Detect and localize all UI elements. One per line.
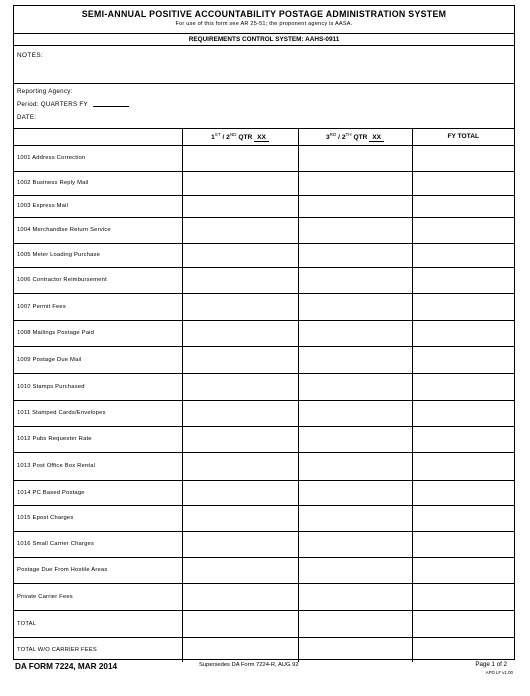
q12-cell[interactable] — [182, 243, 298, 267]
fy-total-cell[interactable] — [412, 426, 514, 452]
date-field[interactable] — [17, 114, 36, 121]
q34-cell[interactable] — [298, 243, 412, 267]
fy-total-cell[interactable] — [412, 480, 514, 505]
q12-value[interactable]: XX — [254, 134, 269, 142]
table-row — [14, 426, 514, 452]
q12-cell[interactable] — [182, 267, 298, 293]
period-label: Period: QUARTERS FY — [17, 101, 88, 108]
q34-cell[interactable] — [298, 400, 412, 426]
notes-field[interactable] — [14, 46, 514, 84]
row-label: 1006 Contractor Reimbursement — [14, 267, 182, 293]
row-label: 1009 Postage Due Mail — [14, 346, 182, 373]
q34-cell[interactable] — [298, 293, 412, 320]
reporting-agency-label: Reporting Agency: — [17, 88, 73, 95]
q12-cell[interactable] — [182, 531, 298, 557]
q34-cell[interactable] — [298, 583, 412, 610]
fy-input[interactable] — [93, 101, 129, 107]
row-label: Postage Due From Hostile Areas — [14, 557, 182, 583]
q34-cell[interactable] — [298, 505, 412, 531]
fy-total-cell[interactable] — [412, 293, 514, 320]
q12-cell[interactable] — [182, 320, 298, 346]
row-label: 1005 Meter Loading Purchase — [14, 243, 182, 267]
fy-total-cell[interactable] — [412, 557, 514, 583]
q12-header — [182, 129, 298, 145]
row-label: TOTAL W/O CARRIER FEES — [14, 637, 182, 662]
q12-cell[interactable] — [182, 637, 298, 662]
table-row — [14, 171, 514, 195]
q12-cell[interactable] — [182, 346, 298, 373]
table-row — [14, 557, 514, 583]
form — [13, 5, 515, 660]
q34-cell[interactable] — [298, 610, 412, 637]
q12-cell[interactable] — [182, 505, 298, 531]
fy-total-cell[interactable] — [412, 171, 514, 195]
supersedes-note: Supersedes DA Form 7224-R, AUG 92 — [199, 662, 299, 668]
q1-separator: / — [220, 133, 227, 141]
row-label: 1001 Address Correction — [14, 145, 182, 171]
q1-number: 1 — [211, 133, 215, 141]
q34-label: QTR — [351, 133, 370, 141]
table-row — [14, 145, 514, 171]
page-number: Page 1 of 2 — [475, 661, 507, 668]
row-label: 1004 Merchandise Return Service — [14, 217, 182, 243]
table-row — [14, 293, 514, 320]
q12-cell[interactable] — [182, 293, 298, 320]
q34-cell[interactable] — [298, 637, 412, 662]
q34-cell[interactable] — [298, 557, 412, 583]
table-row — [14, 346, 514, 373]
q12-cell[interactable] — [182, 610, 298, 637]
q12-cell[interactable] — [182, 145, 298, 171]
q34-cell[interactable] — [298, 346, 412, 373]
fy-total-header: FY TOTAL — [412, 129, 514, 145]
table-row — [14, 320, 514, 346]
q34-cell[interactable] — [298, 145, 412, 171]
table-row — [14, 610, 514, 637]
table-row — [14, 505, 514, 531]
q34-cell[interactable] — [298, 452, 412, 480]
row-label: 1008 Mailings Postage Paid — [14, 320, 182, 346]
table-row — [14, 637, 514, 662]
fy-total-cell[interactable] — [412, 195, 514, 217]
apd-version: APD LF v1.00 — [485, 670, 513, 675]
q34-cell[interactable] — [298, 320, 412, 346]
table-row — [14, 583, 514, 610]
q34-cell[interactable] — [298, 267, 412, 293]
fy-total-cell[interactable] — [412, 346, 514, 373]
form-header — [14, 6, 514, 34]
q3-suffix: RD — [329, 131, 337, 137]
q34-cell[interactable] — [298, 480, 412, 505]
q12-cell[interactable] — [182, 480, 298, 505]
q1-suffix: ST — [214, 131, 221, 137]
q12-cell[interactable] — [182, 373, 298, 400]
table-row — [14, 452, 514, 480]
fy-total-cell[interactable] — [412, 217, 514, 243]
fy-total-cell[interactable] — [412, 583, 514, 610]
fy-total-cell[interactable] — [412, 373, 514, 400]
table-row — [14, 373, 514, 400]
form-id: DA FORM 7224, MAR 2014 — [15, 662, 118, 671]
q2-number: 2 — [226, 133, 230, 141]
row-label: Private Carrier Fees — [14, 583, 182, 610]
fy-total-cell[interactable] — [412, 610, 514, 637]
row-label: TOTAL — [14, 610, 182, 637]
row-label: 1013 Post Office Box Rental — [14, 452, 182, 480]
table-row — [14, 531, 514, 557]
q34-value[interactable]: XX — [369, 134, 384, 142]
table-row — [14, 217, 514, 243]
table-row — [14, 243, 514, 267]
q34-cell[interactable] — [298, 195, 412, 217]
fy-total-cell[interactable] — [412, 637, 514, 662]
q12-cell[interactable] — [182, 217, 298, 243]
row-label: 1016 Small Carrier Charges — [14, 531, 182, 557]
row-label: 1007 Permit Fees — [14, 293, 182, 320]
q34-cell[interactable] — [298, 217, 412, 243]
q12-cell[interactable] — [182, 426, 298, 452]
blank-header — [14, 129, 182, 145]
q34-cell[interactable] — [298, 171, 412, 195]
row-label: 1015 Epost Charges — [14, 505, 182, 531]
q12-cell[interactable] — [182, 171, 298, 195]
row-label: 1002 Business Reply Mail — [14, 171, 182, 195]
row-label: 1012 Pubs Requester Rate — [14, 426, 182, 452]
q34-header — [298, 129, 412, 145]
postage-table — [14, 129, 514, 662]
form-subtitle: For use of this form see AR 25-51; the proponent agency is AASA. — [175, 21, 353, 27]
table-row — [14, 400, 514, 426]
fy-total-cell[interactable] — [412, 531, 514, 557]
table-row — [14, 480, 514, 505]
reporting-agency-field[interactable] — [17, 88, 73, 95]
table-row — [14, 267, 514, 293]
table-header-row — [14, 129, 514, 145]
table-row — [14, 195, 514, 217]
q34-cell[interactable] — [298, 531, 412, 557]
q12-cell[interactable] — [182, 400, 298, 426]
row-label: 1011 Stamped Cards/Envelopes — [14, 400, 182, 426]
fy-total-cell[interactable] — [412, 505, 514, 531]
fy-total-cell[interactable] — [412, 400, 514, 426]
row-label: 1003 Express Mail — [14, 195, 182, 217]
fy-total-cell[interactable] — [412, 320, 514, 346]
q34-cell[interactable] — [298, 373, 412, 400]
requirements-control: REQUIREMENTS CONTROL SYSTEM: AAHS-0911 — [14, 34, 514, 46]
q2-suffix: ND — [229, 131, 237, 137]
q12-label: QTR — [236, 133, 255, 141]
row-label: 1010 Stamps Purchased — [14, 373, 182, 400]
q12-cell[interactable] — [182, 583, 298, 610]
fy-total-cell[interactable] — [412, 267, 514, 293]
row-label: 1014 PC Based Postage — [14, 480, 182, 505]
fy-total-cell[interactable] — [412, 243, 514, 267]
q4-number: 2 — [341, 133, 346, 141]
period-field[interactable] — [17, 101, 129, 108]
fy-total-cell[interactable] — [412, 452, 514, 480]
date-label: DATE: — [17, 114, 37, 121]
form-title: SEMI-ANNUAL POSITIVE ACCOUNTABILITY POSTAGE ADMINISTRATION SYSTEM — [81, 9, 447, 19]
fy-total-cell[interactable] — [412, 145, 514, 171]
notes-label: NOTES: — [17, 52, 44, 59]
q12-cell[interactable] — [182, 557, 298, 583]
q3-separator: / — [336, 133, 342, 141]
info-section — [14, 84, 514, 129]
q4-suffix: TH — [345, 131, 352, 137]
q12-cell[interactable] — [182, 452, 298, 480]
q34-cell[interactable] — [298, 426, 412, 452]
q12-cell[interactable] — [182, 195, 298, 217]
q3-number: 3 — [326, 133, 330, 141]
form-footer — [13, 661, 515, 681]
